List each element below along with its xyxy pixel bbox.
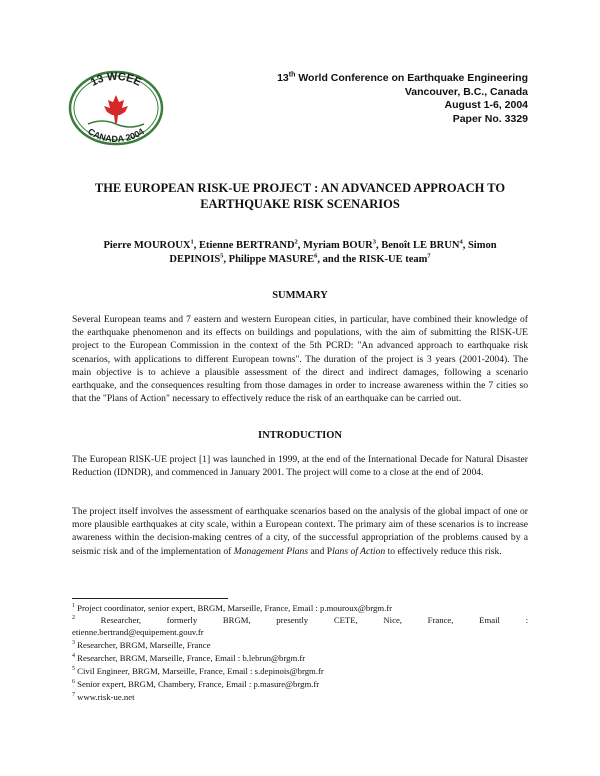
introduction-paragraph-2: The project itself involves the assessment of earthquake scenarios based on the analysis of the global impact of one or more plausible earthquakes at city scale, within a European context. The primary aim of these scenarios is to increase awareness within the decision-making centres of a city, of the successful appropriation of the problems caused by a seismic risk and of the implementation of Management Plans and Plans of Action to effectively reduce this risk.	[72, 506, 528, 557]
author: Benoît LE BRUN$^4$,	[381, 238, 468, 251]
conference-name: 13th World Conference on Earthquake Engineering	[277, 71, 528, 84]
paper-number: Paper No. 3329	[452, 112, 528, 125]
author: and the RISK-UE team$^7$	[322, 252, 431, 265]
author: Etienne BERTRAND$^2$,	[198, 238, 304, 251]
author-list	[80, 239, 520, 267]
author: Pierre MOUROUX$^1$,	[103, 238, 199, 251]
summary-heading: SUMMARY	[272, 290, 328, 301]
author: Simon DEPINOIS$^5$,	[169, 240, 497, 265]
footnote-1: $^1$ Project coordinator, senior expert, BRGM, Marseille, France, Email : p.mouroux@brgm.fr	[72, 603, 393, 613]
footnote-2: $^2$ Researcher, formerly BRGM, presently CETE, Nice, France, Email :	[72, 615, 528, 625]
logo-top-text: 13 WCEE	[88, 70, 144, 89]
conference-dates: August 1-6, 2004	[444, 99, 528, 111]
wcee-logo	[64, 68, 168, 148]
footnote-6: $^6$ Senior expert, BRGM, Chambery, France, Email : p.masure@brgm.fr	[72, 679, 320, 689]
footnote-3: $^3$ Researcher, BRGM, Marseille, France	[72, 640, 211, 650]
summary-paragraph: Several European teams and 7 eastern and western European cities, in particular, have combined their knowledge of the earthquake phenomenon and its effects on buildings and populations, with the aim of submitting the RISK-UE project to the European Commission in the context of the 5th PCRD: "An advanced approach to earthquake risk scenarios, with applications to different European towns". The duration of the project is 3 years (2001-2004). The main objective is to achieve a plausible assessment of the direct and indirect damages, following a scenario earthquake, and the consequences resulting from those damages in order to increase awareness within the 7 cities so that the "Plans of Action" necessary to effectively reduce the risk of an earthquake can be carried out.	[72, 314, 528, 405]
footnote-4: $^4$ Researcher, BRGM, Marseille, France, Email : b.lebrun@brgm.fr	[72, 653, 306, 663]
conference-info	[277, 72, 528, 126]
footnote-7: $^7$ www.risk-ue.net	[72, 692, 135, 702]
footnote-5: $^5$ Civil Engineer, BRGM, Marseille, France, Email : s.depinois@brgm.fr	[72, 666, 324, 676]
author: Myriam BOUR$^3$,	[303, 238, 382, 251]
author: Philippe MASURE$^6$,	[228, 252, 323, 265]
footnote-divider	[72, 598, 228, 599]
introduction-paragraph-1: The European RISK-UE project [1] was launched in 1999, at the end of the International Decade for Natural Disaster Reduction (IDNDR), and commenced in January 2001. The project will come to a close at the end of 2004.	[72, 454, 528, 479]
footnote-2-continued: etienne.bertrand@equipement.gouv.fr	[72, 627, 204, 637]
conference-location: Vancouver, B.C., Canada	[404, 85, 528, 98]
introduction-heading: INTRODUCTION	[257, 430, 342, 441]
logo-bottom-text: CANADA 2004	[86, 126, 146, 145]
paper-title: THE EUROPEAN RISK-UE PROJECT : AN ADVANCED APPROACH TO EARTHQUAKE RISK SCENARIOS	[94, 181, 506, 211]
